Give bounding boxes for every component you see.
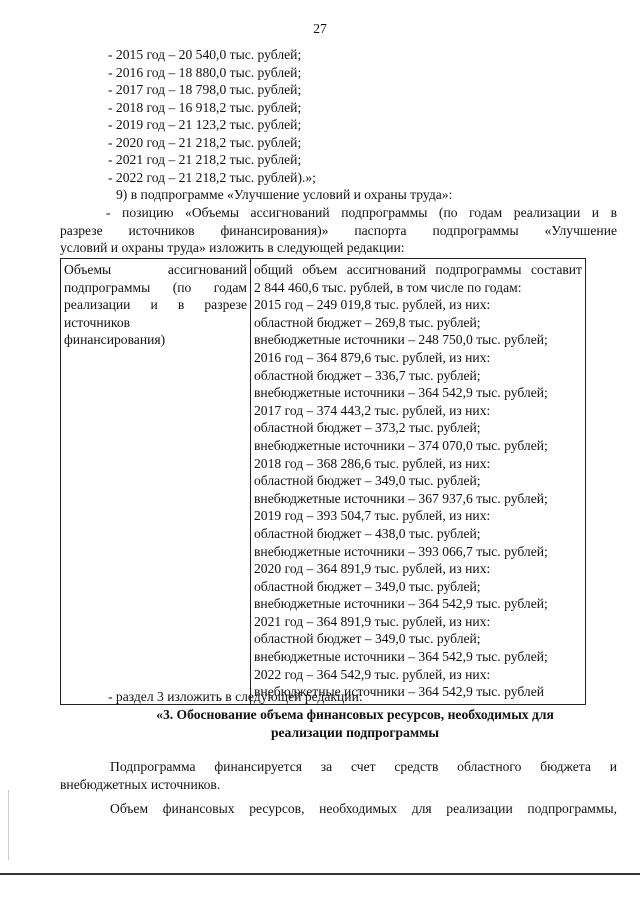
list-item: - 2018 год – 16 918,2 тыс. рублей;	[108, 99, 302, 115]
cell-label-line: Объемы ассигнований	[64, 262, 247, 277]
list-item: - 2019 год – 21 123,2 тыс. рублей;	[108, 117, 302, 132]
cell-value-line: внебюджетные источники – 374 070,0 тыс. рублей;	[254, 437, 548, 453]
page-number: 27	[313, 21, 327, 36]
list-item: - 2022 год – 21 218,2 тыс. рублей).»;	[108, 169, 316, 185]
list-item: - 2015 год – 20 540,0 тыс. рублей;	[108, 47, 302, 62]
cell-value-line: внебюджетные источники – 364 542,9 тыс. рублей;	[254, 649, 548, 665]
page-bottom-rule	[0, 873, 640, 875]
cell-value-line: внебюджетные источники – 367 937,6 тыс. рублей;	[254, 490, 548, 506]
cell-value-line: областной бюджет – 269,8 тыс. рублей;	[254, 314, 481, 330]
paragraph-2	[60, 800, 617, 818]
table-cell-value	[251, 259, 586, 705]
cell-value-line: 2 844 460,6 тыс. рублей, в том числе по годам:	[254, 279, 522, 295]
cell-value-line: 2018 год – 368 286,6 тыс. рублей, из них:	[254, 455, 491, 471]
cell-value-line: областной бюджет – 336,7 тыс. рублей;	[254, 367, 481, 383]
cell-value-line: 2020 год – 364 891,9 тыс. рублей, из них:	[254, 561, 491, 577]
cell-value-line: внебюджетные источники – 364 542,9 тыс. рублей	[254, 684, 545, 700]
cell-label-line: подпрограммы (по годам	[64, 279, 247, 295]
paragraph-1	[60, 758, 617, 793]
cell-value-line: областной бюджет – 349,0 тыс. рублей;	[254, 631, 481, 647]
cell-value-line: областной бюджет – 373,2 тыс. рублей;	[254, 420, 481, 436]
cell-value-line: 2015 год – 249 019,8 тыс. рублей, из них:	[254, 297, 491, 313]
table-cell-label	[61, 259, 251, 705]
cell-value-line: 2016 год – 364 879,6 тыс. рублей, из них:	[254, 349, 491, 365]
position-paragraph	[60, 204, 617, 257]
cell-value-line: внебюджетные источники – 364 542,9 тыс. рублей;	[254, 385, 548, 401]
scan-margin-line	[8, 790, 9, 860]
list-item: - 2017 год – 18 798,0 тыс. рублей;	[108, 82, 302, 97]
cell-value-line: внебюджетные источники – 364 542,9 тыс. рублей;	[254, 596, 548, 612]
passport-table	[60, 258, 586, 705]
cell-label-line: финансирования)	[64, 332, 166, 348]
table-row	[61, 259, 586, 705]
cell-value-line: внебюджетные источники – 393 066,7 тыс. рублей;	[254, 543, 548, 559]
position-line-3: условий и охраны труда» изложить в следующей редакции:	[60, 240, 405, 255]
section-intro: - раздел 3 изложить в следующей редакции:	[108, 689, 363, 704]
cell-value-line: 2017 год – 374 443,2 тыс. рублей, из них:	[254, 402, 491, 418]
section-title	[120, 706, 590, 741]
paragraph-line: Подпрограмма финансируется за счет средств областного бюджета и	[110, 759, 617, 774]
list-item: - 2016 год – 18 880,0 тыс. рублей;	[108, 64, 302, 80]
cell-value-line: 2022 год – 364 542,9 тыс. рублей, из них:	[254, 666, 491, 682]
list-item: - 2020 год – 21 218,2 тыс. рублей;	[108, 134, 302, 150]
position-line-2: разрезе источников финансирования)» паспорта подпрограммы «Улучшение	[60, 222, 617, 238]
section-title-line: реализации подпрограммы	[270, 724, 440, 740]
cell-label-line: источников	[64, 314, 131, 330]
paragraph-line: Объем финансовых ресурсов, необходимых для реализации подпрограммы,	[110, 801, 617, 816]
list-item: - 2021 год – 21 218,2 тыс. рублей;	[108, 152, 302, 167]
cell-label-line: реализации и в разрезе	[64, 297, 247, 313]
item-9-heading: 9) в подпрограмме «Улучшение условий и охраны труда»:	[116, 187, 453, 202]
cell-value-line: 2021 год – 364 891,9 тыс. рублей, из них:	[254, 613, 491, 629]
paragraph-line: внебюджетных источников.	[60, 776, 221, 792]
cell-value-lines	[254, 279, 582, 701]
cell-value-line: областной бюджет – 349,0 тыс. рублей;	[254, 473, 481, 489]
cell-value-line: общий объем ассигнований подпрограммы составит	[254, 262, 582, 277]
cell-value-line: 2019 год – 393 504,7 тыс. рублей, из них:	[254, 508, 491, 524]
section-title-line: «3. Обоснование объема финансовых ресурсов, необходимых для	[156, 707, 554, 722]
cell-value-line: областной бюджет – 349,0 тыс. рублей;	[254, 578, 481, 594]
cell-value-line: внебюджетные источники – 248 750,0 тыс. рублей;	[254, 332, 548, 348]
cell-value-line: областной бюджет – 438,0 тыс. рублей;	[254, 525, 481, 541]
position-line-1: - позицию «Объемы ассигнований подпрограммы (по годам реализации и в	[106, 205, 617, 220]
year-funding-list	[108, 46, 588, 204]
